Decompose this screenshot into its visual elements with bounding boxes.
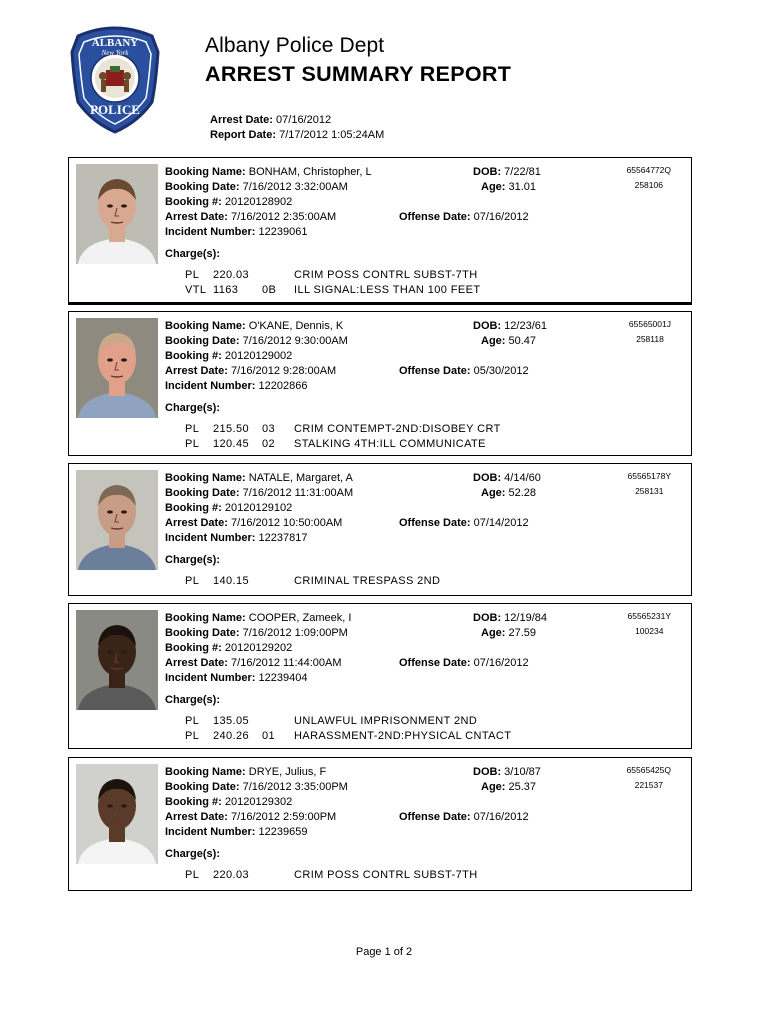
charge-description: CRIMINAL TRESPASS 2ND (294, 575, 441, 587)
dob-value: 4/14/60 (504, 472, 541, 484)
booking-number-line (165, 642, 292, 654)
charge-law: PL (185, 575, 200, 587)
dob-value: 3/10/87 (504, 766, 541, 778)
booking-date-value: 7/16/2012 3:32:00AM (242, 181, 348, 193)
charge-subsection: 0B (262, 284, 277, 296)
offense-date-value: 07/16/2012 (473, 211, 529, 223)
booking-name-line (165, 612, 351, 624)
booking-name-line (165, 766, 326, 778)
mugshot-photo (76, 764, 158, 864)
booking-name-line (165, 472, 353, 484)
booking-number-value: 20120129102 (224, 502, 293, 514)
report-date-line: Report Date: 7/17/2012 1:05:24AM (210, 129, 385, 141)
incident-number-label: Incident Number: (165, 380, 256, 392)
booking-name-value: O'KANE, Dennis, K (248, 320, 344, 332)
charge-section: 1163 (213, 284, 239, 296)
arrest-date-value: 7/16/2012 2:59:00PM (231, 811, 337, 823)
age-value: 25.37 (508, 781, 537, 793)
booking-date-value: 7/16/2012 9:30:00AM (242, 335, 348, 347)
record-id-number: 100234 (635, 626, 664, 636)
arrest-date-line (165, 811, 336, 823)
booking-name-label: Booking Name: (165, 472, 246, 484)
record-ids (628, 471, 672, 496)
dob-line: DOB: 4/14/60 (473, 472, 541, 484)
nysid-number: 65564772Q (626, 165, 671, 175)
charge-section: 140.15 (213, 575, 250, 587)
record-ids (629, 319, 671, 344)
charge-section: 240.26 (213, 730, 250, 742)
booking-number-label: Booking #: (165, 642, 222, 654)
incident-number-line (165, 226, 307, 238)
incident-number-label: Incident Number: (165, 226, 256, 238)
age-value: 52.28 (508, 487, 537, 499)
booking-date-label: Booking Date: (165, 627, 240, 639)
booking-number-value: 20120129002 (224, 350, 293, 362)
incident-number-value: 12239061 (258, 226, 308, 238)
dob-line: DOB: 7/22/81 (473, 166, 541, 178)
record-ids (627, 765, 671, 790)
charge-subsection: 03 (262, 423, 276, 435)
charge-row (69, 269, 669, 283)
arrest-date-label: Arrest Date: (165, 365, 228, 377)
charge-subsection: 02 (262, 438, 276, 450)
booking-number-value: 20120129302 (224, 796, 293, 808)
booking-name-value: BONHAM, Christopher, L (248, 166, 372, 178)
booking-date-label: Booking Date: (165, 335, 240, 347)
offense-date-line: Offense Date: 07/16/2012 (399, 811, 529, 823)
age-line: Age: 25.37 (481, 781, 537, 793)
age-value: 27.59 (508, 627, 537, 639)
incident-number-value: 12239659 (258, 826, 308, 838)
incident-number-label: Incident Number: (165, 532, 256, 544)
offense-date-line: Offense Date: 07/16/2012 (399, 211, 529, 223)
charge-law: PL (185, 715, 200, 727)
offense-date-value: 07/14/2012 (473, 517, 529, 529)
arrest-date-label: Arrest Date: (165, 517, 228, 529)
charge-law: PL (185, 269, 200, 281)
age-line: Age: 31.01 (481, 181, 537, 193)
incident-number-line (165, 380, 307, 392)
arrest-date-line (165, 211, 336, 223)
mugshot-photo (76, 610, 158, 710)
arrest-record (68, 757, 692, 891)
arrest-record (68, 311, 692, 456)
dob-value: 12/19/84 (504, 612, 547, 624)
booking-date-line (165, 181, 348, 193)
mugshot-photo (76, 470, 158, 570)
booking-date-label: Booking Date: (165, 181, 240, 193)
age-line: Age: 50.47 (481, 335, 537, 347)
charges-label: Charge(s): (165, 848, 221, 860)
record-id-number: 258118 (636, 334, 664, 344)
booking-name-line (165, 320, 343, 332)
offense-date-value: 05/30/2012 (473, 365, 529, 377)
charge-description: CRIM POSS CONTRL SUBST-7TH (294, 269, 478, 281)
record-id-number: 258106 (634, 180, 663, 190)
charges-label: Charge(s): (165, 694, 221, 706)
charge-law: PL (185, 730, 200, 742)
booking-name-label: Booking Name: (165, 612, 246, 624)
charge-law: PL (185, 869, 200, 881)
charge-description: CRIM POSS CONTRL SUBST-7TH (294, 869, 478, 881)
charge-law: VTL (185, 284, 207, 296)
incident-number-value: 12239404 (258, 672, 308, 684)
charge-subsection: 01 (262, 730, 276, 742)
nysid-number: 65565001J (628, 319, 671, 329)
offense-date-value: 07/16/2012 (473, 657, 529, 669)
record-id-number: 258131 (635, 486, 664, 496)
charge-law: PL (185, 438, 200, 450)
arrest-date-label: Arrest Date: (165, 657, 228, 669)
charge-row (69, 423, 669, 437)
charge-section: 215.50 (213, 423, 250, 435)
arrest-date-label: Arrest Date: (165, 811, 228, 823)
age-value: 31.01 (508, 181, 537, 193)
charge-row (69, 284, 669, 298)
booking-date-label: Booking Date: (165, 781, 240, 793)
dob-line: DOB: 3/10/87 (473, 766, 541, 778)
charge-description: ILL SIGNAL:LESS THAN 100 FEET (294, 284, 481, 296)
booking-date-line (165, 781, 348, 793)
charge-row (69, 575, 669, 589)
charge-description: STALKING 4TH:ILL COMMUNICATE (294, 438, 486, 450)
booking-name-value: COOPER, Zameek, I (248, 612, 352, 624)
arrest-record (68, 603, 692, 749)
incident-number-value: 12202866 (258, 380, 308, 392)
charges-label: Charge(s): (165, 402, 221, 414)
booking-number-value: 20120129202 (224, 642, 293, 654)
mugshot-photo (76, 164, 158, 264)
charge-section: 120.45 (213, 438, 250, 450)
mugshot-photo (76, 318, 158, 418)
charge-row (69, 730, 669, 744)
booking-number-line (165, 196, 292, 208)
svg-text:New York: New York (101, 49, 129, 57)
report-date-value: 7/17/2012 1:05:24AM (279, 129, 385, 141)
offense-date-line: Offense Date: 07/16/2012 (399, 657, 529, 669)
arrest-date-line: Arrest Date: 07/16/2012 (210, 114, 332, 126)
incident-number-label: Incident Number: (165, 672, 256, 684)
booking-number-label: Booking #: (165, 350, 222, 362)
record-ids (628, 611, 672, 636)
record-ids (627, 165, 671, 190)
arrest-record (68, 157, 692, 305)
booking-name-value: DRYE, Julius, F (248, 766, 327, 778)
nysid-number: 65565231Y (627, 611, 671, 621)
nysid-number: 65565425Q (626, 765, 671, 775)
svg-text:POLICE: POLICE (90, 102, 140, 117)
charges-label: Charge(s): (165, 248, 221, 260)
offense-date-value: 07/16/2012 (473, 811, 529, 823)
offense-date-line: Offense Date: 07/14/2012 (399, 517, 529, 529)
booking-date-value: 7/16/2012 11:31:00AM (242, 487, 354, 499)
arrest-date-value: 7/16/2012 2:35:00AM (231, 211, 337, 223)
dob-value: 12/23/61 (504, 320, 547, 332)
record-id-number: 221537 (634, 780, 663, 790)
charge-description: HARASSMENT-2ND:PHYSICAL CNTACT (294, 730, 512, 742)
charge-section: 135.05 (213, 715, 250, 727)
charge-section: 220.03 (213, 869, 250, 881)
booking-name-value: NATALE, Margaret, A (248, 472, 353, 484)
incident-number-line (165, 532, 307, 544)
report-title: ARREST SUMMARY REPORT (205, 62, 512, 86)
booking-name-label: Booking Name: (165, 320, 246, 332)
booking-number-line (165, 796, 292, 808)
arrest-record (68, 463, 692, 596)
booking-date-value: 7/16/2012 1:09:00PM (242, 627, 348, 639)
offense-date-line: Offense Date: 05/30/2012 (399, 365, 529, 377)
booking-name-label: Booking Name: (165, 766, 246, 778)
svg-text:ALBANY: ALBANY (91, 37, 139, 49)
booking-number-label: Booking #: (165, 502, 222, 514)
dob-line: DOB: 12/23/61 (473, 320, 547, 332)
age-value: 50.47 (508, 335, 537, 347)
booking-number-value: 20120128902 (224, 196, 293, 208)
booking-number-label: Booking #: (165, 196, 222, 208)
charge-description: UNLAWFUL IMPRISONMENT 2ND (294, 715, 478, 727)
booking-date-value: 7/16/2012 3:35:00PM (242, 781, 348, 793)
booking-date-label: Booking Date: (165, 487, 240, 499)
booking-date-line (165, 335, 348, 347)
booking-name-label: Booking Name: (165, 166, 246, 178)
arrest-date-value: 7/16/2012 11:44:00AM (231, 657, 342, 669)
booking-date-line (165, 627, 348, 639)
charge-row (69, 869, 669, 883)
age-line: Age: 52.28 (481, 487, 537, 499)
booking-number-line (165, 502, 292, 514)
charge-section: 220.03 (213, 269, 250, 281)
arrest-date-value: 7/16/2012 9:28:00AM (231, 365, 337, 377)
arrest-date-line (165, 657, 342, 669)
booking-number-label: Booking #: (165, 796, 222, 808)
page-number: Page 1 of 2 (355, 946, 413, 958)
arrest-date-value: 07/16/2012 (276, 114, 332, 126)
booking-number-line (165, 350, 292, 362)
nysid-number: 65565178Y (627, 471, 671, 481)
incident-number-label: Incident Number: (165, 826, 256, 838)
incident-number-line (165, 672, 307, 684)
incident-number-value: 12237817 (258, 532, 308, 544)
dob-line: DOB: 12/19/84 (473, 612, 547, 624)
arrest-date-label: Arrest Date: (165, 211, 228, 223)
arrest-date-line (165, 365, 336, 377)
age-line: Age: 27.59 (481, 627, 537, 639)
arrest-date-value: 7/16/2012 10:50:00AM (231, 517, 343, 529)
charge-law: PL (185, 423, 200, 435)
booking-date-line (165, 487, 353, 499)
charge-description: CRIM CONTEMPT-2ND:DISOBEY CRT (294, 423, 501, 435)
police-badge-logo (68, 22, 162, 134)
booking-name-line (165, 166, 372, 178)
dob-value: 7/22/81 (504, 166, 541, 178)
arrest-date-line (165, 517, 342, 529)
department-name: Albany Police Dept (205, 34, 385, 57)
charge-row (69, 438, 669, 452)
incident-number-line (165, 826, 307, 838)
charges-label: Charge(s): (165, 554, 221, 566)
charge-row (69, 715, 669, 729)
